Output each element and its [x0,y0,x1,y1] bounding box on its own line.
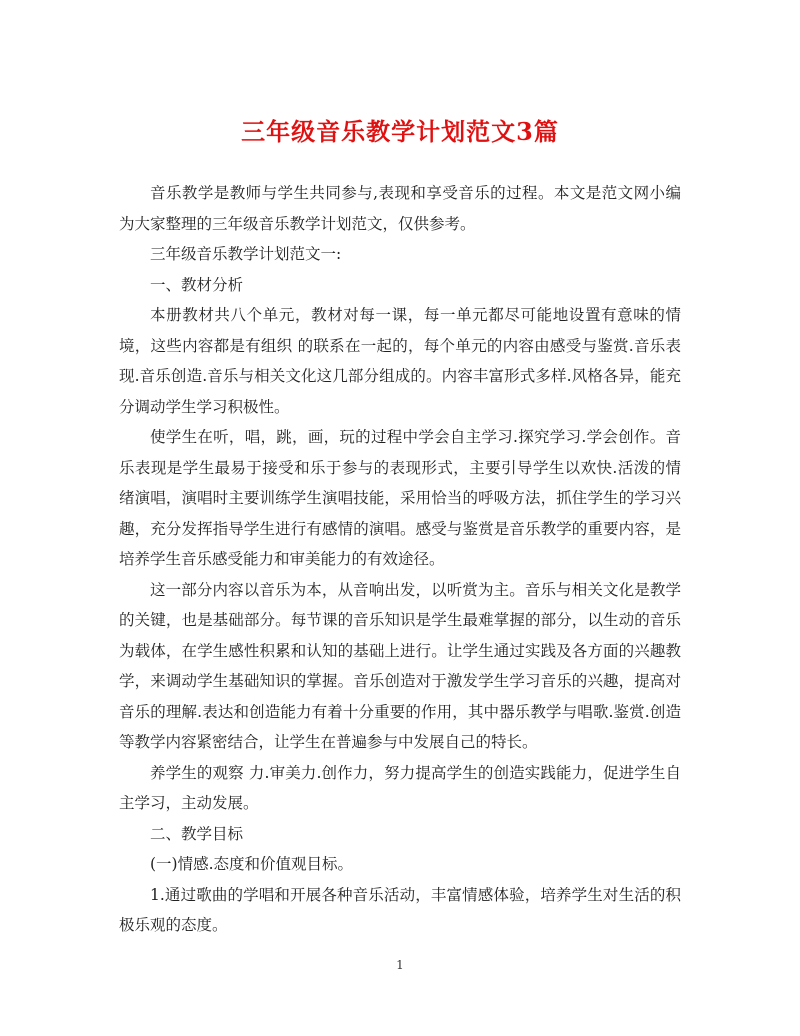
subsection-heading: (一)情感.态度和价值观目标。 [150,855,354,873]
body-paragraph: 使学生在听，唱，跳，画，玩的过程中学会自主学习.探究学习.学会创作。音乐表现是学生最易于接受和乐于参与的表现形式，主要引导学生以欢快.活泼的情绪演唱，演唱时主要训练学生演唱技能，采用恰当的呼吸方法，抓住学生的学习兴趣，充分发挥指导学生进行有感情的演唱。感受与鉴赏是音乐教学的重要内容，是培养学生音乐感受能力和审美能力的有效途径。 [119,428,681,568]
body-paragraph: 本册教材共八个单元，教材对每一课，每一单元都尽可能地设置有意味的情境，这些内容都是有组织 的联系在一起的，每个单元的内容由感受与鉴赏.音乐表现.音乐创造.音乐与相关文化这几部分组成的。内容丰富形式多样.风格各异，能充分调动学生学习积极性。 [119,306,681,416]
body-paragraph: 1.通过歌曲的学唱和开展各种音乐活动，丰富情感体验，培养学生对生活的积极乐观的态度。 [119,885,681,934]
body-paragraph: 这一部分内容以音乐为本，从音响出发，以听赏为主。音乐与相关文化是教学的关键，也是基础部分。每节课的音乐知识是学生最难掌握的部分，以生动的音乐为载体，在学生感性积累和认知的基础上进行。让学生通过实践及各方面的兴趣教学，来调动学生基础知识的掌握。音乐创造对于激发学生学习音乐的兴趣，提高对音乐的理解.表达和创造能力有着十分重要的作用，其中器乐教学与唱歌.鉴赏.创造等教学内容紧密结合，让学生在普遍参与中发展自己的特长。 [119,580,681,751]
page-number: 1 [396,958,404,972]
section-heading-sample-one: 三年级音乐教学计划范文一: [150,245,342,263]
document-title: 三年级音乐教学计划范文3篇 [241,117,559,146]
document-body [119,178,681,941]
intro-paragraph: 音乐教学是教师与学生共同参与,表现和享受音乐的过程。本文是范文网小编为大家整理的三年级音乐教学计划范文，仅供参考。 [119,184,681,233]
section-heading-teaching-goals: 二、教学目标 [150,824,244,843]
section-heading-textbook-analysis: 一、教材分析 [150,275,244,294]
body-paragraph: 养学生的观察 力.审美力.创作力，努力提高学生的创造实践能力，促进学生自主学习，主动发展。 [119,763,681,812]
